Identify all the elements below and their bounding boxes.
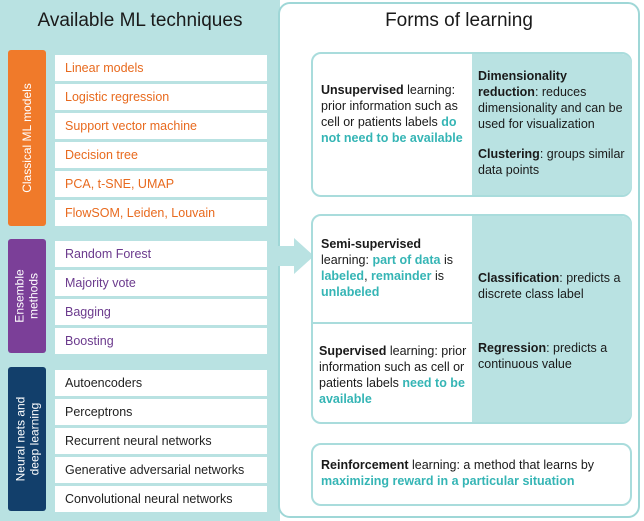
supervised-tasks-box: [472, 216, 632, 422]
neural-label-line-1: Neural nets and: [13, 396, 28, 482]
reinforcement-highlight: maximizing reward in a particular situation: [321, 474, 575, 488]
unsupervised-desc: learning: prior information such as cell or patients labels: [321, 83, 458, 129]
reinforcement-card: [311, 443, 632, 506]
technique-majority-vote: Majority vote: [55, 270, 267, 296]
semi-supervised-desc-4: is: [431, 269, 444, 283]
unsupervised-highlight: do not need to be available: [321, 115, 463, 145]
classification-desc: : predicts a discrete class label: [478, 271, 621, 301]
technique-rnn: Recurrent neural networks: [55, 428, 267, 454]
neural-label-line-2: deep learning: [27, 402, 42, 476]
semi-supervised-term: Semi-supervised: [321, 237, 422, 251]
dimensionality-term: Dimensionality reduction: [478, 69, 567, 99]
regression-desc: : predicts a continuous value: [478, 341, 608, 371]
classical-ml-label-text: Classical ML models: [20, 83, 34, 193]
unsupervised-term: Unsupervised: [321, 83, 404, 97]
neural-nets-label: [8, 367, 46, 511]
technique-autoencoders: Autoencoders: [55, 370, 267, 396]
arrow-right-icon: [276, 236, 316, 276]
clustering-desc: : groups similar data points: [478, 147, 625, 177]
semi-remainder: remainder: [371, 269, 432, 283]
technique-bagging: Bagging: [55, 299, 267, 325]
unsupervised-text: [321, 82, 471, 146]
regression-term: Regression: [478, 341, 547, 355]
technique-linear-models: Linear models: [55, 55, 267, 81]
forms-title: Forms of learning: [385, 10, 533, 31]
ensemble-label-line-1: Ensemble: [13, 269, 27, 323]
technique-cnn: Convolutional neural networks: [55, 486, 267, 512]
semi-labeled: labeled: [321, 269, 365, 283]
technique-perceptrons: Perceptrons: [55, 399, 267, 425]
semi-part-of-data: part of data: [372, 253, 441, 267]
semi-unlabeled: unlabeled: [321, 285, 380, 299]
unsupervised-tasks-box: [472, 54, 632, 195]
semi-supervised-desc-2: is: [440, 253, 453, 267]
clustering-text: [478, 146, 626, 178]
regression-text: [478, 340, 626, 372]
technique-decision-tree: Decision tree: [55, 142, 267, 168]
reinforcement-desc: learning: a method that learns by: [408, 458, 595, 472]
classification-text: [478, 270, 626, 302]
technique-pca-tsne-umap: PCA, t-SNE, UMAP: [55, 171, 267, 197]
classical-ml-label: [8, 50, 46, 226]
neural-nets-label-text: [13, 397, 41, 482]
dimensionality-desc: : reduces dimensionality and can be used for visualization: [478, 85, 623, 131]
supervised-highlight: need to be available: [319, 376, 465, 406]
supervised-text: [319, 343, 469, 407]
technique-flowsom-leiden-louvain: FlowSOM, Leiden, Louvain: [55, 200, 267, 226]
supervised-term: Supervised: [319, 344, 387, 358]
ensemble-label-line-2: methods: [27, 272, 41, 320]
technique-random-forest: Random Forest: [55, 241, 267, 267]
technique-boosting: Boosting: [55, 328, 267, 354]
reinforcement-term: Reinforcement: [321, 458, 409, 472]
dimensionality-reduction-text: [478, 68, 626, 132]
clustering-term: Clustering: [478, 147, 540, 161]
technique-gan: Generative adversarial networks: [55, 457, 267, 483]
ensemble-methods-label-text: [13, 269, 41, 322]
semi-supervised-desc-1: learning:: [321, 253, 373, 267]
classification-term: Classification: [478, 271, 560, 285]
techniques-title: Available ML techniques: [37, 10, 243, 31]
supervised-divider: [311, 322, 472, 324]
ensemble-methods-label: [8, 239, 46, 353]
supervised-desc: learning: prior information such as cell or patients labels: [319, 344, 467, 390]
semi-supervised-desc-3: ,: [364, 269, 372, 283]
reinforcement-text: [321, 457, 617, 489]
technique-svm: Support vector machine: [55, 113, 267, 139]
technique-logistic-regression: Logistic regression: [55, 84, 267, 110]
semi-supervised-text: [321, 236, 471, 300]
